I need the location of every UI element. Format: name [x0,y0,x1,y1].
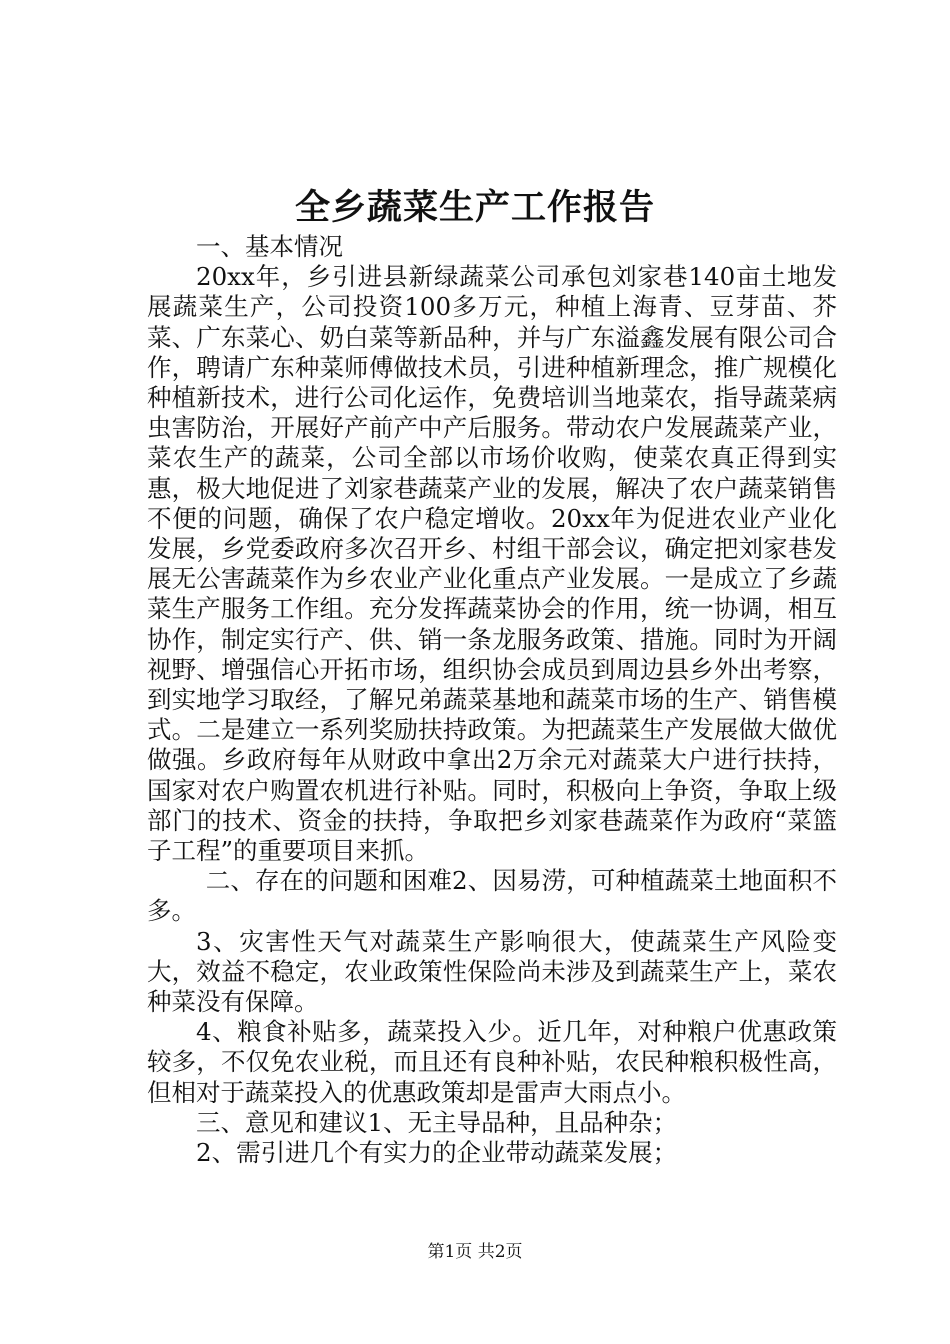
section-heading-basic: 一、基本情况 [196,232,343,261]
paragraph-basic-situation: 20xx年，乡引进县新绿蔬菜公司承包刘家巷140亩土地发展蔬菜生产，公司投资100多万元，种植上海青、豆芽苗、芥菜、广东菜心、奶白菜等新品种，并与广东溢鑫发展有限公司合作，聘请广东种菜师傅做技术员，引进种植新理念，推广规模化种植新技术，进行公司化运作，免费培训当地菜农，指导蔬菜病虫害防治，开展好产前产中产后服务。带动农户发展蔬菜产业，菜农生产的蔬菜，公司全部以市场价收购，使菜农真正得到实惠，极大地促进了刘家巷蔬菜产业的发展，解决了农户蔬菜销售不便的问题，确保了农户稳定增收。20xx年为促进农业产业化发展，乡党委政府多次召开乡、村组干部会议，确定把刘家巷发展无公害蔬菜作为乡农业产业化重点产业发展。一是成立了乡蔬菜生产服务工作组。充分发挥蔬菜协会的作用，统一协调，相互协作，制定实行产、供、销一条龙服务政策、措施。同时为开阔视野、增强信心开拓市场，组织协会成员到周边县乡外出考察，到实地学习取经，了解兄弟蔬菜基地和蔬菜市场的生产、销售模式。二是建立一系列奖励扶持政策。为把蔬菜生产发展做大做优做强。乡政府每年从财政中拿出2万余元对蔬菜大户进行扶持，国家对农户购置农机进行补贴。同时，积极向上争资，争取上级部门的技术、资金的扶持，争取把乡刘家巷蔬菜作为政府“菜篮子工程”的重要项目来抓。 [147,262,837,866]
page-number: 第1页 共2页 [427,1242,523,1262]
section-heading-problems: 二、存在的问题和困难2、因易涝，可种植蔬菜土地面积不多。 [147,866,837,926]
paragraph-problem-3: 3、灾害性天气对蔬菜生产影响很大，使蔬菜生产风险变大，效益不稳定，农业政策性保险尚未涉及到蔬菜生产上，菜农种菜没有保障。 [147,926,837,1017]
section-heading-suggestions: 三、意见和建议1、无主导品种，且品种杂； [196,1107,678,1137]
document-body [147,232,837,1168]
document-title: 全乡蔬菜生产工作报告 [294,187,655,228]
paragraph-suggestion-2: 2、需引进几个有实力的企业带动蔬菜发展； [196,1138,678,1168]
paragraph-problem-4: 4、粮食补贴多，蔬菜投入少。近几年，对种粮户优惠政策较多，不仅免农业税，而且还有良种补贴，农民种粮积极性高，但相对于蔬菜投入的优惠政策却是雷声大雨点小。 [147,1017,837,1107]
